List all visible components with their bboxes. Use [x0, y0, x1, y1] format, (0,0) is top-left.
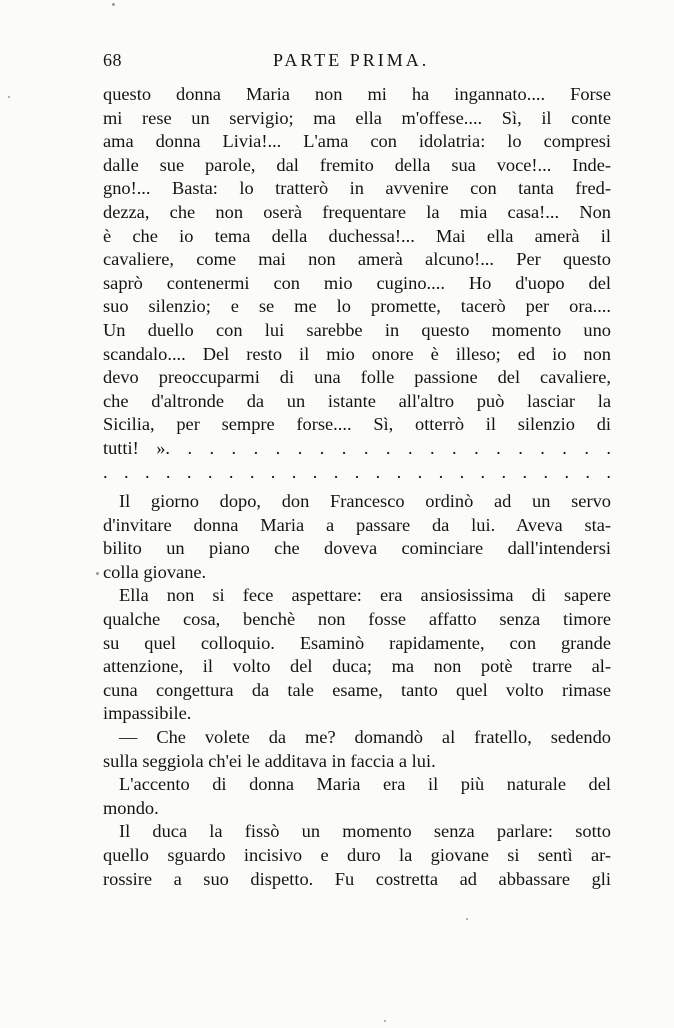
text-line: cuna congettura da tale esame, tanto quel volto rimase [103, 679, 611, 700]
paper-speck [8, 96, 10, 98]
paragraph [103, 820, 611, 891]
text-line: cavaliere, come mai non amerà alcuno!... Per questo [103, 249, 611, 270]
paragraph [103, 584, 611, 726]
paragraph-dialogue [103, 726, 611, 773]
text-line: dalle sue parole, dal fremito della sua voce!... Inde- [103, 154, 611, 175]
section-break-dots: . . . . . . . . . . . . . . . . . . . . . . . . . [103, 461, 611, 482]
text-line: che d'altronde da un istante all'altro può lasciar la [103, 390, 611, 411]
page-number: 68 [103, 50, 122, 70]
paragraph [103, 773, 611, 820]
page-header [103, 50, 611, 76]
text-line: Il duca la fissò un momento senza parlare: sotto [119, 821, 611, 842]
text-line: devo preoccuparmi di una folle passione del cavaliere, [103, 367, 611, 388]
text-line: impassibile. [103, 703, 192, 724]
text-line: d'invitare donna Maria a passare da lui. Aveva sta- [103, 514, 611, 535]
paper-speck [384, 1020, 386, 1022]
text-line: attenzione, il volto del duca; ma non potè trarre al- [103, 656, 611, 677]
text-line: è che io tema della duchessa!... Mai ella amerà il [103, 225, 611, 246]
text-line: mondo. [103, 797, 159, 818]
text-line: suo silenzio; e se me lo promette, tacerò per ora.... [103, 296, 611, 317]
paper-speck [112, 3, 115, 6]
text-line: dezza, che non oserà frequentare la mia casa!... Non [103, 201, 611, 222]
text-line: quello sguardo incisivo e duro la giovane si sentì ar- [103, 845, 611, 865]
text-line: saprò contenermi con mio cugino.... Ho d'uopo del [103, 272, 611, 293]
text-line: rossire a suo dispetto. Fu costretta ad abbassare gli [103, 868, 611, 889]
text-line: scandalo.... Del resto il mio onore è illeso; ed io non [103, 343, 611, 364]
text-line: questo donna Maria non mi ha ingannato.... Forse [103, 84, 611, 104]
paragraph-continued [103, 83, 611, 461]
text-line: qualche cosa, benchè non fosse affatto senza timore [103, 609, 611, 630]
text-line: Sicilia, per sempre forse.... Sì, otterrò il silenzio di [103, 414, 611, 435]
text-line: sulla seggiola ch'ei le additava in faccia a lui. [103, 750, 436, 771]
text-line: gno!... Basta: lo tratterò in avvenire con tanta fred- [103, 178, 611, 199]
text-line: mi rese un servigio; ma ella m'offese.... Sì, il conte [103, 107, 611, 128]
text-line: Ella non si fece aspettare: era ansiosissima di sapere [119, 585, 611, 606]
text-line: — Che volete da me? domandò al fratello, sedendo [119, 727, 611, 748]
paper-speck [96, 572, 99, 575]
text-line: colla giovane. [103, 561, 207, 582]
text-line: su quel colloquio. Esaminò rapidamente, con grande [103, 632, 611, 653]
body-text [103, 83, 611, 891]
paper-speck [466, 918, 468, 920]
running-head: PARTE PRIMA. [273, 50, 430, 70]
text-line: L'accento di donna Maria era il più naturale del [119, 774, 611, 795]
paragraph [103, 490, 611, 584]
text-line: ama donna Livia!... L'ama con idolatria: lo compresi [103, 131, 611, 152]
text-line: tutti! ». . . . . . . . . . . . . . . . . . . . . [103, 437, 611, 458]
text-line: Il giorno dopo, don Francesco ordinò ad un servo [119, 491, 611, 512]
text-line: Un duello con lui sarebbe in questo momento uno [103, 319, 611, 340]
text-line: bilito un piano che doveva cominciare dall'intendersi [103, 538, 611, 559]
